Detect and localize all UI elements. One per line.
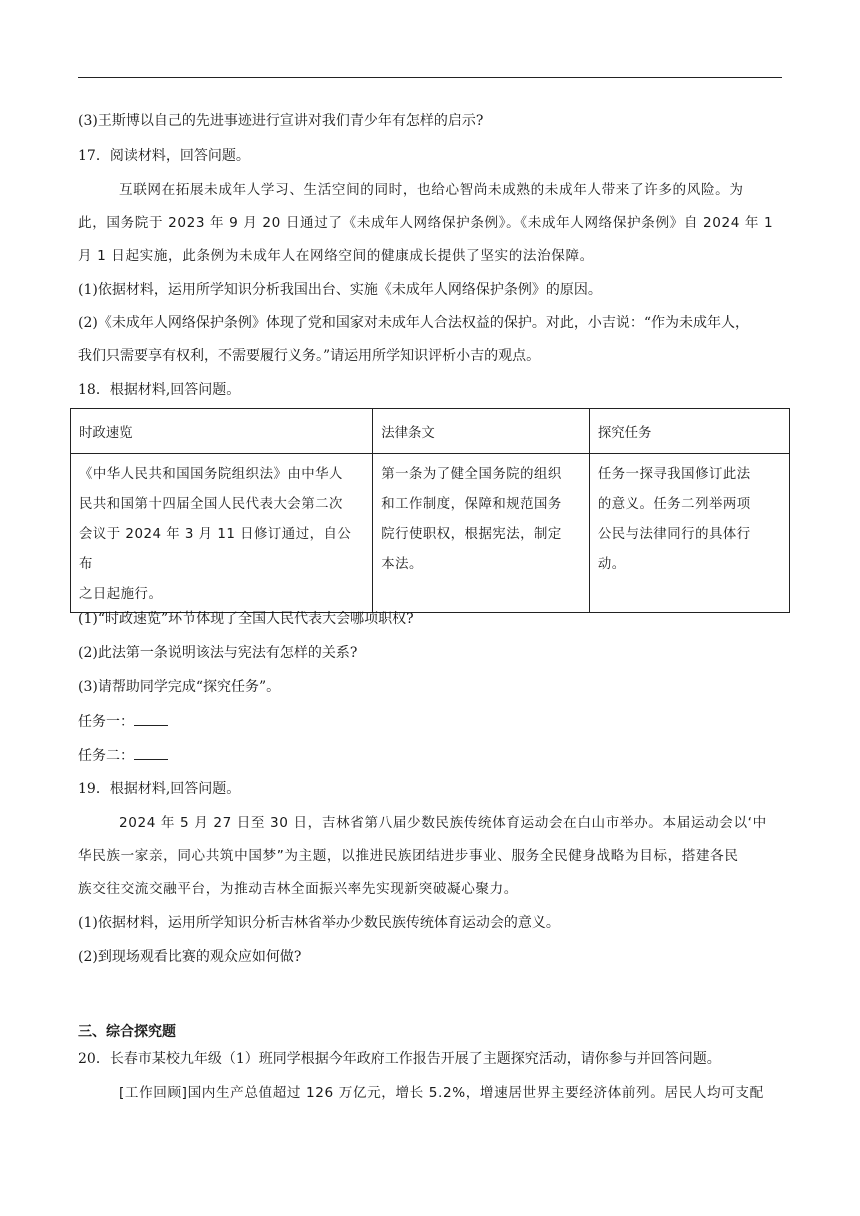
cell-line: 动。	[597, 557, 626, 572]
cell-line: 院行使职权，根据宪法，制定	[381, 527, 562, 542]
question-18-2: (2)此法第一条说明该法与宪法有怎样的关系?	[78, 645, 358, 661]
q17-material-line-3: 月 1 日起实施，此条例为未成年人在网络空间的健康成长提供了坚实的法治保障。	[78, 248, 594, 264]
table-header-row	[71, 409, 790, 454]
task-2-label: 任务二：	[78, 748, 134, 764]
question-17-title: 17．阅读材料，回答问题。	[78, 148, 250, 164]
cell-line: 民共和国第十四届全国人民代表大会第二次	[79, 497, 343, 512]
question-19-2: (2)到现场观看比赛的观众应如何做?	[78, 949, 302, 965]
table-cell-news	[71, 454, 373, 613]
question-19-1: (1)依据材料，运用所学知识分析吉林省举办少数民族传统体育运动会的意义。	[78, 915, 560, 931]
table-header-cell: 探究任务	[589, 409, 789, 454]
question-17-2-line-2: 我们只需要享有权利，不需要履行义务。”请运用所学知识评析小吉的观点。	[78, 348, 541, 364]
header-rule	[78, 77, 782, 78]
material-table	[70, 408, 790, 613]
question-20-title: 20．长春市某校九年级（1）班同学根据今年政府工作报告开展了主题探究活动，请你参与并回答问题。	[78, 1051, 721, 1067]
question-18-3: (3)请帮助同学完成“探究任务”。	[78, 679, 281, 695]
section-heading: 三、综合探究题	[78, 1024, 176, 1040]
cell-line: 之日起施行。	[79, 587, 163, 602]
question-17-1: (1)依据材料，运用所学知识分析我国出台、实施《未成年人网络保护条例》的原因。	[78, 282, 602, 298]
q19-material-line-1: 2024 年 5 月 27 日至 30 日，吉林省第八届少数民族传统体育运动会在白山市举办。本届运动会以‘中	[119, 815, 767, 831]
question-17-2-line-1: (2)《未成年人网络保护条例》体现了党和国家对未成年人合法权益的保护。对此，小吉说：“作为未成年人，	[78, 315, 749, 331]
cell-line: 的意义。任务二列举两项	[597, 497, 751, 512]
cell-line: 《中华人民共和国国务院组织法》由中华人	[79, 467, 343, 482]
task-1-blank[interactable]	[134, 711, 168, 726]
cell-line: 和工作制度，保障和规范国务	[381, 497, 562, 512]
cell-line: 本法。	[381, 557, 423, 572]
question-16-3: (3)王斯博以自己的先进事迹进行宣讲对我们青少年有怎样的启示?	[78, 113, 484, 129]
cell-line: 任务一探寻我国修订此法	[597, 467, 751, 482]
task-2-line	[78, 745, 168, 766]
question-19-title: 19．根据材料,回答问题。	[78, 781, 241, 797]
question-18-title: 18．根据材料,回答问题。	[78, 382, 241, 398]
table-cell-law	[373, 454, 590, 613]
question-18-1: (1)“时政速览”环节体现了全国人民代表大会哪项职权?	[78, 611, 414, 627]
table-header-cell: 法律条文	[373, 409, 590, 454]
task-2-blank[interactable]	[134, 745, 168, 760]
cell-line: 公民与法律同行的具体行	[597, 527, 751, 542]
q19-material-line-2: 华民族一家亲，同心共筑中国梦”为主题，以推进民族团结进步事业、服务全民健身战略为目标，搭建各民	[78, 848, 739, 864]
table-row	[71, 454, 790, 613]
q17-material-line-1: 互联网在拓展未成年人学习、生活空间的同时，也给心智尚未成熟的未成年人带来了许多的风险。为	[119, 182, 744, 198]
q17-material-line-2: 此，国务院于 2023 年 9 月 20 日通过了《未成年人网络保护条例》。《未成年人网络保护条例》自 2024 年 1	[78, 215, 774, 231]
task-1-line	[78, 711, 168, 732]
table-header-cell: 时政速览	[71, 409, 373, 454]
q20-material-line-1: [工作回顾]国内生产总值超过 126 万亿元，增长 5.2%，增速居世界主要经济体前列。居民人均可支配	[119, 1085, 764, 1101]
table-cell-task	[589, 454, 789, 613]
cell-line: 会议于 2024 年 3 月 11 日修订通过，自公布	[79, 527, 352, 572]
q19-material-line-3: 族交往交流交融平台，为推动吉林全面振兴率先实现新突破凝心聚力。	[78, 881, 519, 897]
task-1-label: 任务一：	[78, 714, 134, 730]
cell-line: 第一条为了健全国务院的组织	[381, 467, 562, 482]
